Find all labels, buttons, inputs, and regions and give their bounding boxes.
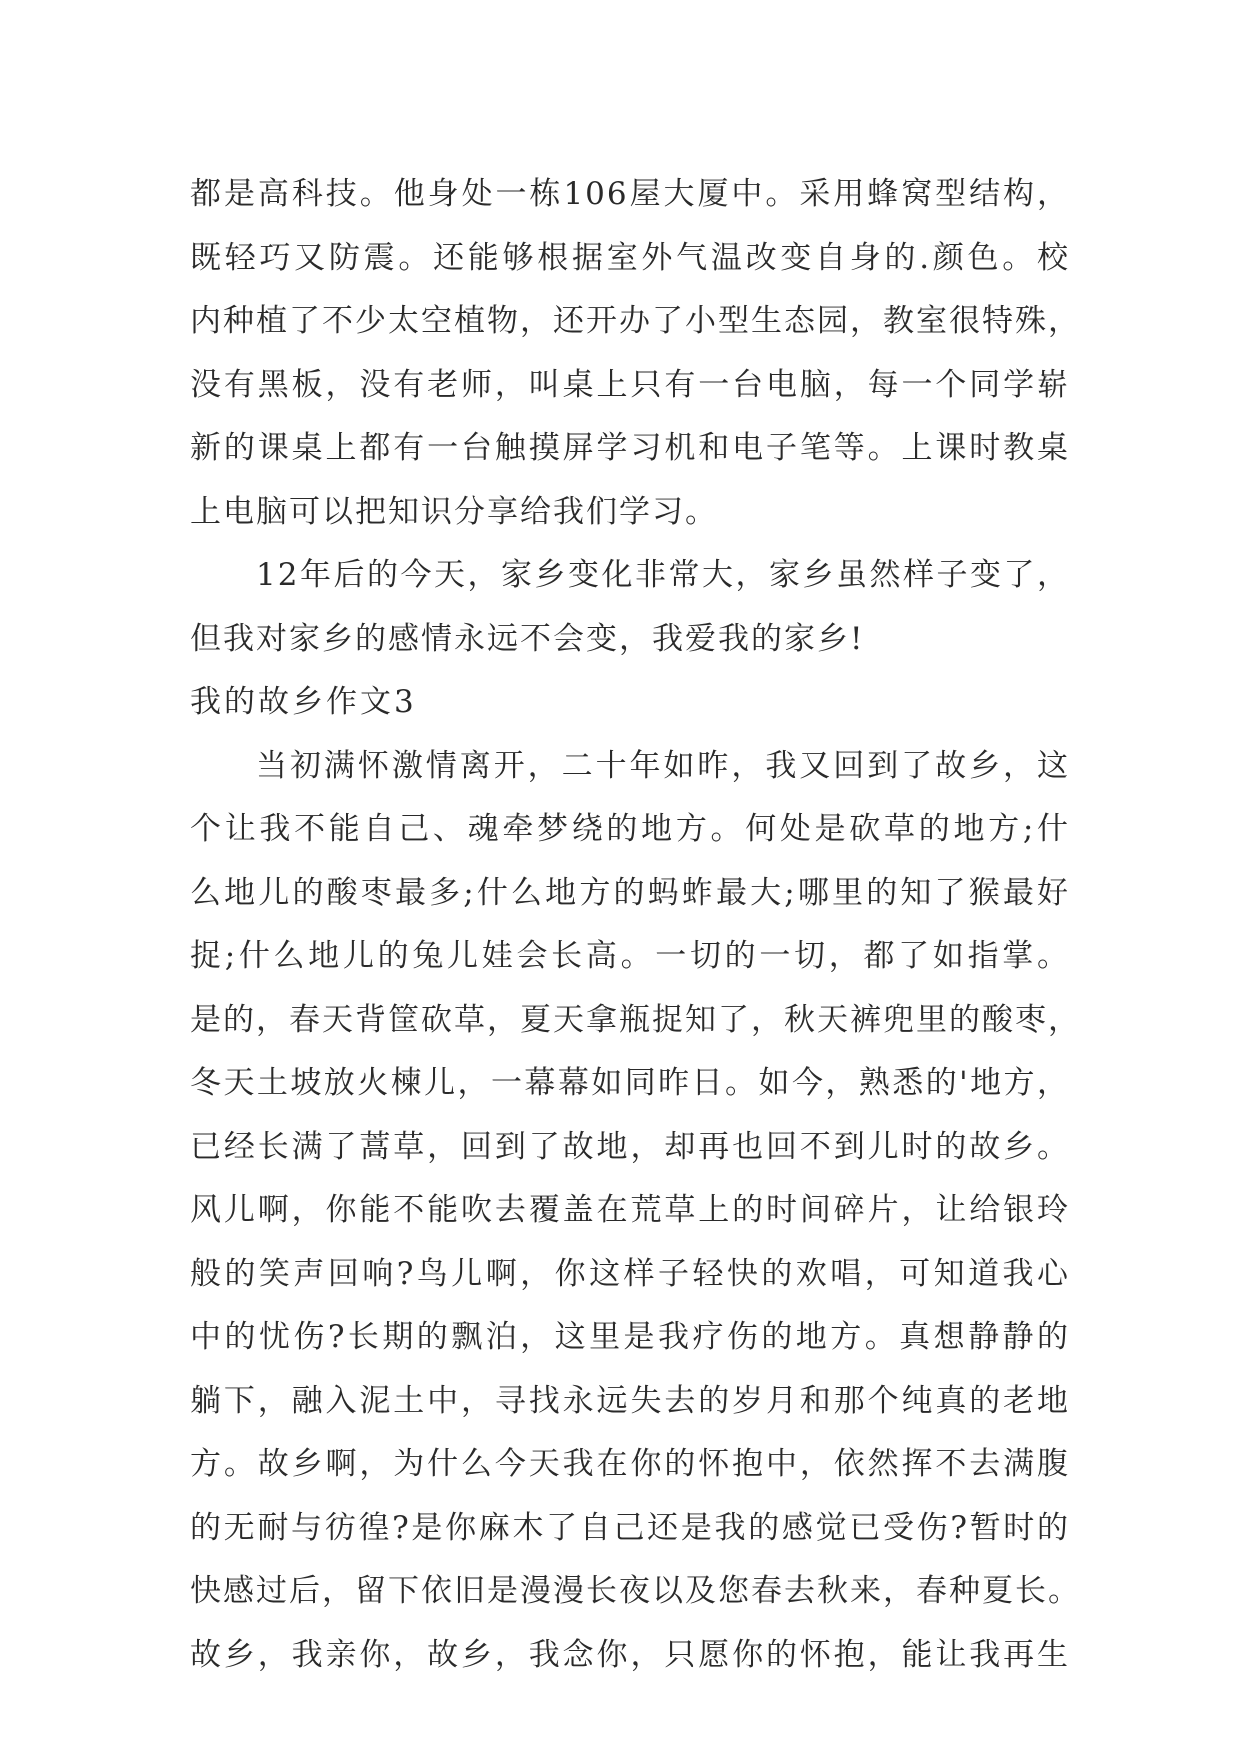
text-line: 内种植了不少太空植物，还开办了小型生态园，教室很特殊， bbox=[190, 303, 1081, 339]
text-line: 12年后的今天，家乡变化非常大，家乡虽然样子变了， bbox=[256, 557, 1070, 593]
section-heading: 我的故乡作文3 bbox=[190, 684, 417, 720]
text-line: 但我对家乡的感情永远不会变，我爱我的家乡! bbox=[190, 620, 865, 657]
text-line: 都是高科技。他身处一栋106屋大厦中。采用蜂窝型结构， bbox=[190, 176, 1070, 212]
text-line: 快感过后，留下依旧是漫漫长夜以及您春去秋来，春种夏长。 bbox=[190, 1573, 1081, 1609]
text-line: 般的笑声回响?鸟儿啊，你这样子轻快的欢唱，可知道我心 bbox=[190, 1255, 1070, 1292]
text-line: 躺下，融入泥土中，寻找永远失去的岁月和那个纯真的老地 bbox=[190, 1382, 1070, 1419]
text-line: 已经长满了蒿草，回到了故地，却再也回不到儿时的故乡。 bbox=[190, 1128, 1070, 1165]
text-line: 个让我不能自己、魂牵梦绕的地方。何处是砍草的地方;什 bbox=[190, 811, 1070, 847]
text-line: 么地儿的酸枣最多;什么地方的蚂蚱最大;哪里的知了猴最好 bbox=[190, 874, 1070, 911]
text-line: 风儿啊，你能不能吹去覆盖在荒草上的时间碎片，让给银玲 bbox=[190, 1192, 1070, 1228]
text-line: 的无耐与彷徨?是你麻木了自己还是我的感觉已受伤?暂时的 bbox=[190, 1509, 1070, 1546]
text-line: 当初满怀激情离开，二十年如昨，我又回到了故乡，这 bbox=[256, 747, 1070, 784]
text-line: 捉;什么地儿的兔儿娃会长高。一切的一切，都了如指掌。 bbox=[190, 938, 1070, 974]
text-line: 冬天土坡放火楝儿，一幕幕如同昨日。如今，熟悉的'地方， bbox=[190, 1065, 1070, 1101]
text-line: 是的，春天背筐砍草，夏天拿瓶捉知了，秋天裤兜里的酸枣， bbox=[190, 1001, 1081, 1038]
text-line: 新的课桌上都有一台触摸屏学习机和电子笔等。上课时教桌 bbox=[190, 430, 1070, 466]
text-line: 故乡，我亲你，故乡，我念你，只愿你的怀抱，能让我再生 bbox=[190, 1636, 1070, 1673]
essay-text bbox=[190, 163, 1081, 1687]
text-line: 上电脑可以把知识分享给我们学习。 bbox=[190, 493, 718, 530]
text-line: 方。故乡啊，为什么今天我在你的怀抱中，依然挥不去满腹 bbox=[190, 1446, 1070, 1482]
text-line: 既轻巧又防震。还能够根据室外气温改变自身的.颜色。校 bbox=[190, 239, 1070, 276]
text-line: 中的忧伤?长期的飘泊，这里是我疗伤的地方。真想静静的 bbox=[190, 1319, 1070, 1355]
text-line: 没有黑板，没有老师，叫桌上只有一台电脑，每一个同学崭 bbox=[190, 366, 1070, 403]
